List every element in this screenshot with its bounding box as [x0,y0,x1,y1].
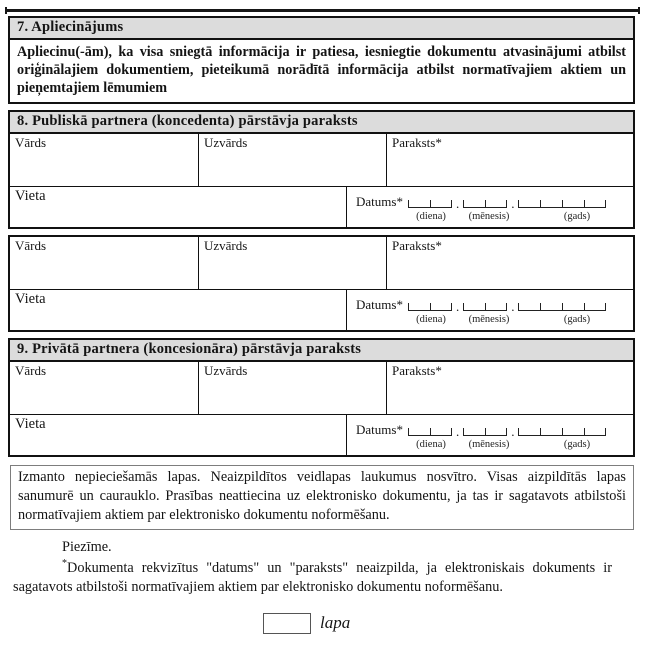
date-year-boxes[interactable] [518,428,606,436]
section-9-box [8,338,635,457]
note-section [13,539,612,598]
top-table-rule [5,9,640,12]
date-separator: . [511,298,515,314]
uzvards-label: Uzvārds [204,237,248,253]
signature-block-public-2 [8,235,635,332]
paraksts-field[interactable] [387,362,633,414]
date-separator: . [511,423,515,439]
date-month-boxes[interactable] [463,428,507,436]
date-separator: . [455,298,460,314]
form-page [0,9,645,653]
paraksts-label: Paraksts* [392,134,442,150]
note-label: Piezīme. [62,538,112,555]
paraksts-field[interactable] [387,134,633,186]
section-8-title: 8. Publiskā partnera (koncedenta) pārstāvja paraksts [10,112,633,134]
section-7-statement: Apliecinu(-ām), ka visa sniegtā informācija ir patiesa, iesniegtie dokumentu atvasinājumi atbilst oriģinālajiem dokumentiem, pieteikumā norādītā informācija atbilst normatīvajiem aktiem un pieņemtajiem lēmumiem [17,44,626,97]
date-separator: . [511,195,515,211]
gads-label: (gads) [563,210,591,222]
diena-label: (diena) [416,438,446,450]
vards-label: Vārds [15,134,47,150]
uzvards-field[interactable] [199,362,387,414]
date-month-boxes[interactable] [463,303,507,311]
uzvards-label: Uzvārds [204,362,248,378]
lapa-label: lapa [320,613,351,633]
footnote-text: Dokumenta rekvizītus "datums" un "paraksts" neaizpilda, ja elektroniskais dokuments ir sagatavots atbilstoši normatīvajiem aktiem par elektronisko dokumentu noformēšanu. [13,559,612,595]
datums-field[interactable] [347,415,633,455]
vieta-label: Vieta [15,415,46,432]
date-day-boxes[interactable] [408,200,452,208]
date-separator: . [455,195,460,211]
date-day-boxes[interactable] [408,428,452,436]
vards-field[interactable] [10,134,199,186]
section-9-title: 9. Privātā partnera (koncesionāra) pārstāvja paraksts [10,340,633,362]
page-number-row [0,613,645,634]
date-year-boxes[interactable] [518,200,606,208]
section-7-box [8,16,635,104]
section-7-title: 7. Apliecinājums [10,18,633,40]
menesis-label: (mēnesis) [468,313,510,325]
paraksts-field[interactable] [387,237,633,289]
uzvards-field[interactable] [199,237,387,289]
vieta-label: Vieta [15,187,46,204]
date-day-boxes[interactable] [408,303,452,311]
page-number-box[interactable] [263,613,311,634]
datums-field[interactable] [347,187,633,227]
paraksts-label: Paraksts* [392,237,442,253]
menesis-label: (mēnesis) [468,210,510,222]
vards-label: Vārds [15,362,47,378]
instructions-box [10,465,634,530]
footnote-marker: * [62,557,67,569]
diena-label: (diena) [416,210,446,222]
menesis-label: (mēnesis) [468,438,510,450]
vards-field[interactable] [10,362,199,414]
vieta-field[interactable] [10,415,347,455]
footnote [13,557,612,598]
date-separator: . [455,423,460,439]
gads-label: (gads) [563,438,591,450]
gads-label: (gads) [563,313,591,325]
paraksts-label: Paraksts* [392,362,442,378]
date-year-boxes[interactable] [518,303,606,311]
vieta-field[interactable] [10,187,347,227]
datums-field[interactable] [347,290,633,330]
instructions-text: Izmanto nepieciešamās lapas. Neaizpildītos veidlapas laukumus nosvītro. Visas aizpildītās lapas sanumurē un caurauklo. Prasības neattiecina uz elektronisko dokumentu, ja tas ir sagatavots atbilstoši normatīvajiem aktiem par elektronisko dokumentu noformēšanu. [18,468,626,523]
vards-field[interactable] [10,237,199,289]
datums-label: Datums* [356,421,403,437]
date-month-boxes[interactable] [463,200,507,208]
vards-label: Vārds [15,237,47,253]
datums-label: Datums* [356,296,403,312]
datums-label: Datums* [356,193,403,209]
vieta-field[interactable] [10,290,347,330]
diena-label: (diena) [416,313,446,325]
uzvards-label: Uzvārds [204,134,248,150]
uzvards-field[interactable] [199,134,387,186]
signature-block-public-1 [10,134,633,227]
signature-block-private [10,362,633,455]
vieta-label: Vieta [15,290,46,307]
section-8-box [8,110,635,229]
